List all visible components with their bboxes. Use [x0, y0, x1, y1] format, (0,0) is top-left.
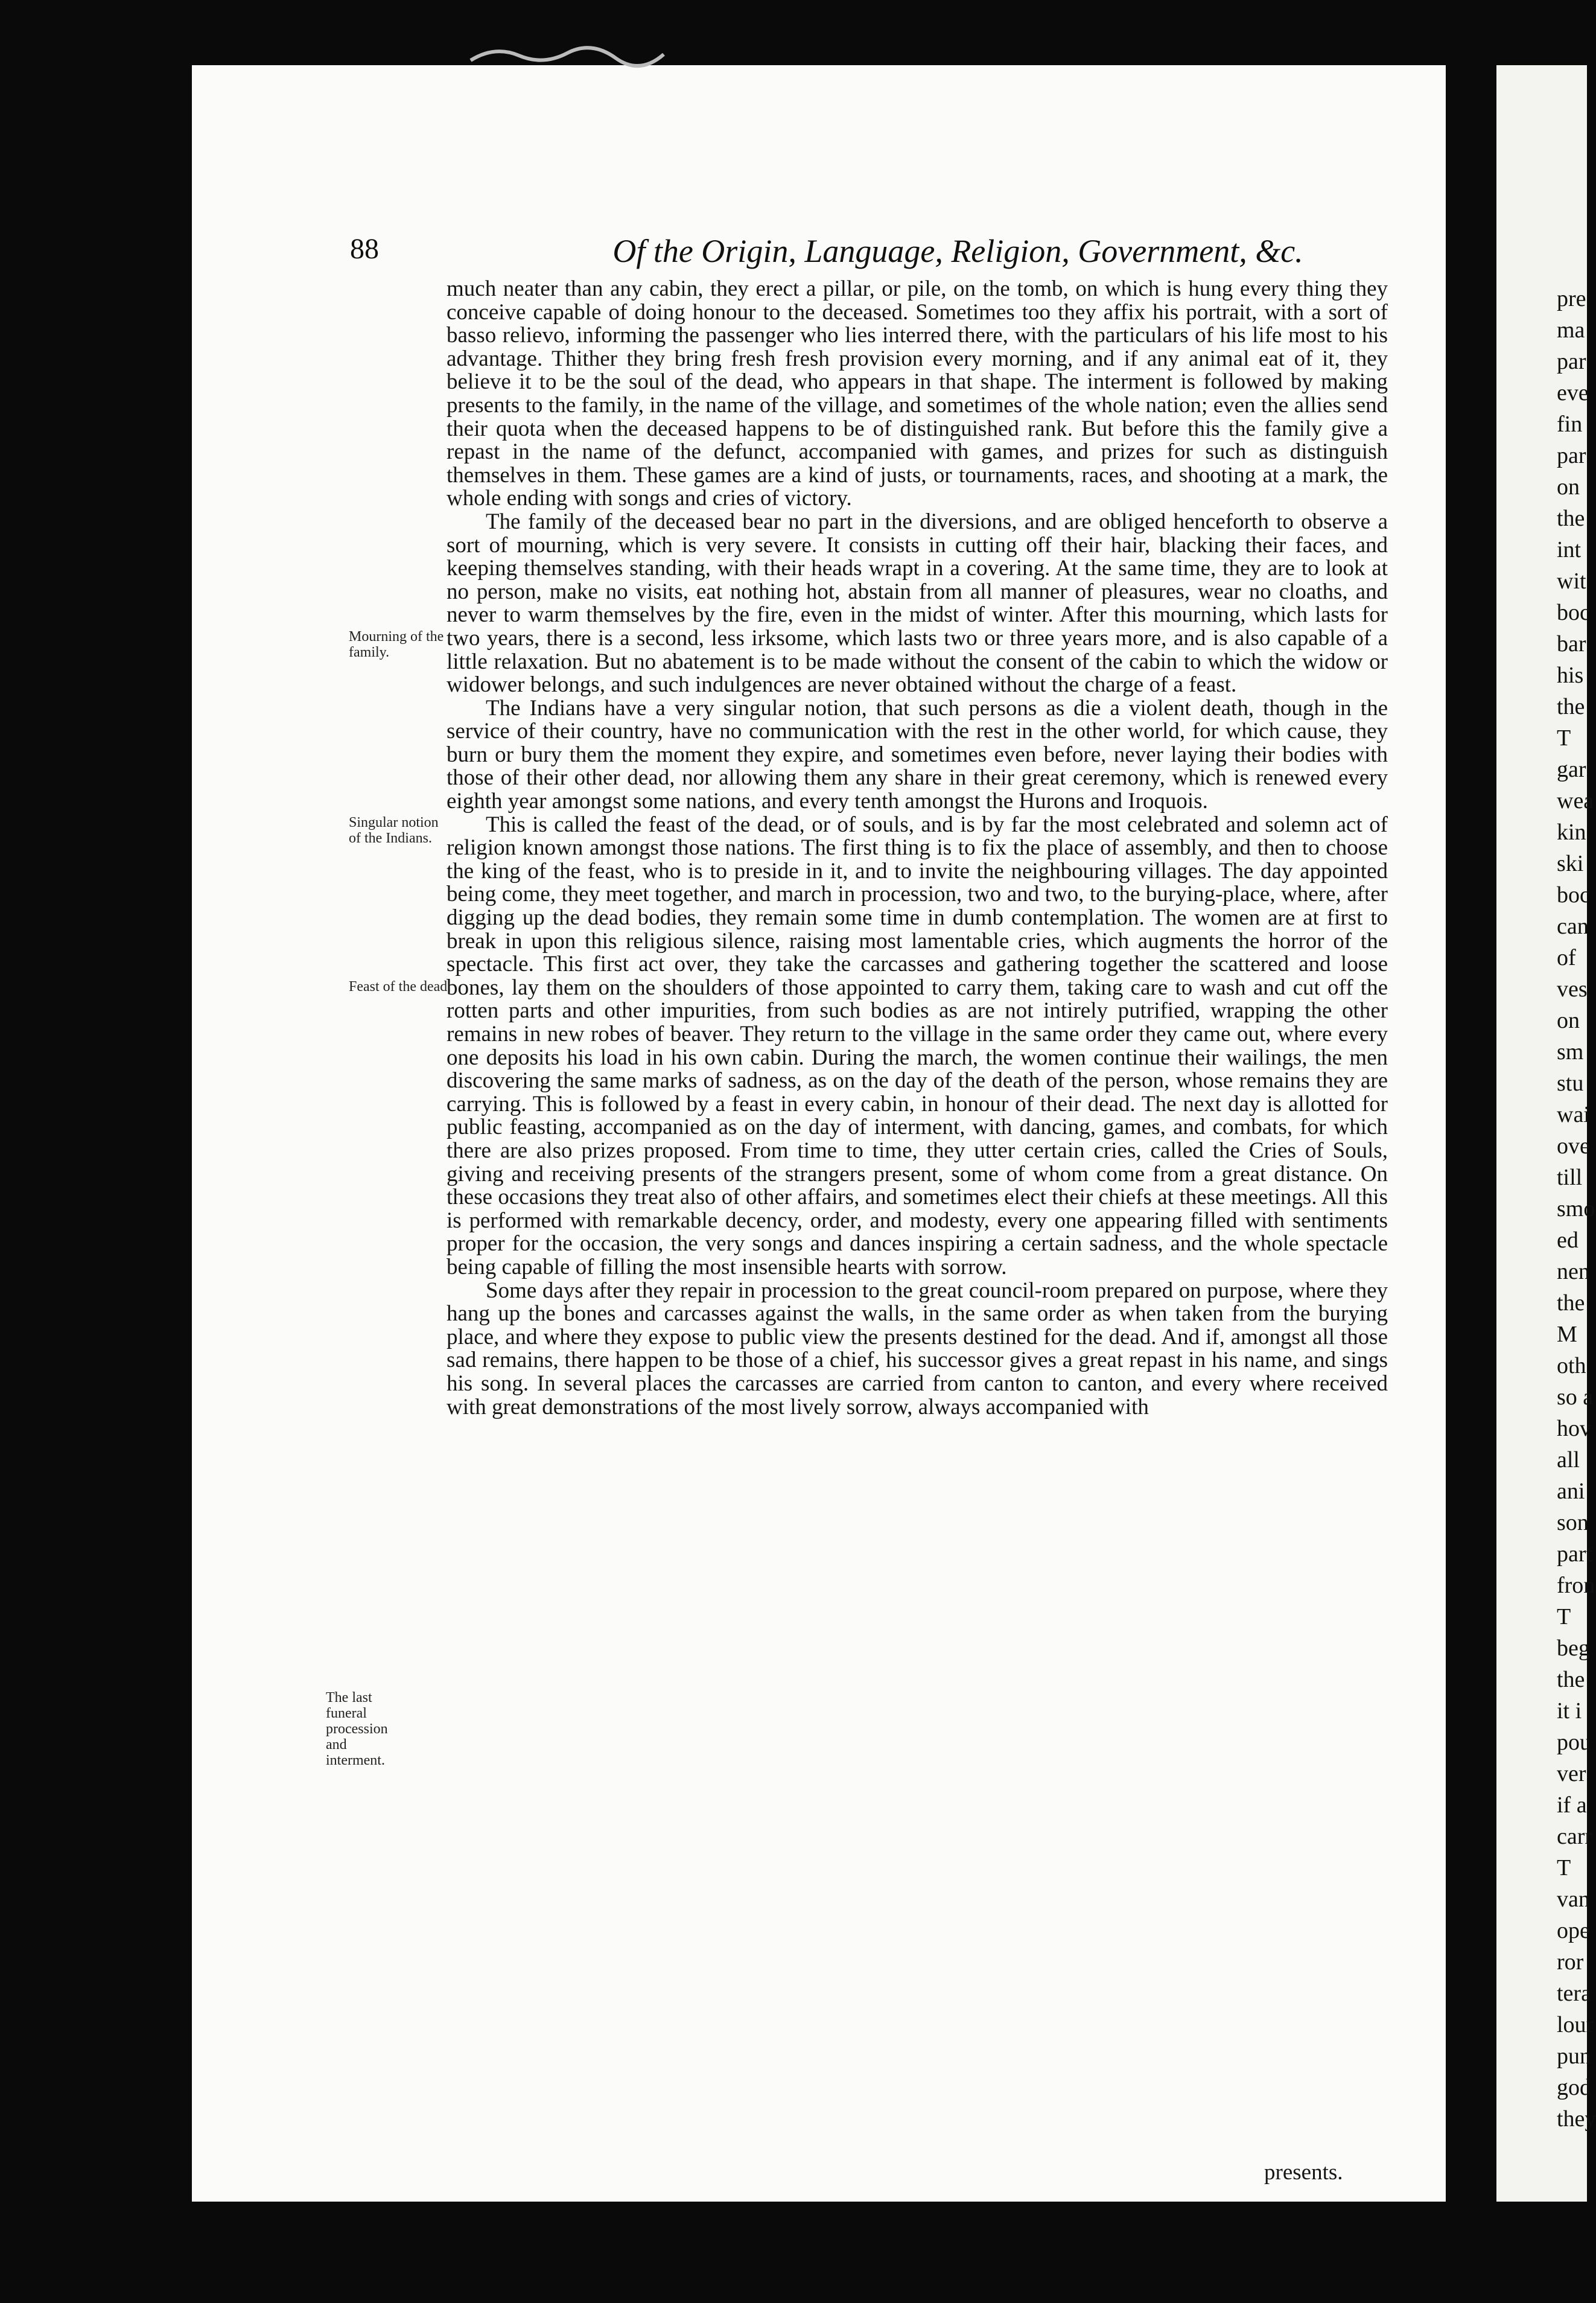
paragraph: This is called the feast of the dead, or of souls, and is by far the most celebrated and solemn act of religion known amongst those nations. The first thing is to fix the place of assembly, and then to choose the king of the feast, who is to preside in it, and to invite the neighbouring villages. The day appointed being come, they meet together, and march in procession, two and two, to the burying-place, where, after digging up the dead bodies, they remain some time in dumb contemplation. The women are at first to break in upon this religious silence, raising most lamentable cries, which augments the horror of the spectacle. This first act over, they take the carcasses and gathering together the scattered and loose bones, lay them on the shoulders of those appointed to carry them, taking care to wash and cut off the rotten parts and other impurities, from such bodies as are not intirely putrified, wrapping the other remains in new robes of beaver. They return to the village in the same order they came out, where every one deposits his load in his own cabin. During the march, the women continue their wailings, the men discovering the same marks of sadness, as on the day of the death of the person, whose remains they are carrying. This is followed by a feast in every cabin, in honour of their dead. The next day is allotted for public feasting, accompanied as on the day of interment, with dancing, games, and combats, for which there are also prizes proposed. From time to time, they utter certain cries, called the Cries of Souls, giving and receiving presents of the strangers present, some of whom come from a great distance. On these occasions they treat also of other affairs, and sometimes elect their chiefs at these meetings. All this is performed with remarkable decency, order, and modesty, every one appearing filled with sentiments proper for the occasion, the very songs and dances inspiring a certain sadness, and the whole spectacle being capable of filling the most insensible hearts with sorrow.	[447, 812, 1388, 1279]
facing-page-fragment: his	[1557, 663, 1584, 688]
paragraph: Some days after they repair in procession to the great council-room prepared on purpose, where they hang up the bones and carcasses against the walls, in the same order as when taken from the burying place, and where they expose to public view the presents destined for the dead. And if, amongst all those sad remains, there happen to be those of a chief, his successor gives a great repast in his name, and sings his song. In several places the carcasses are carried from canton to canton, and every where received with great demonstrations of the most lively sorrow, always accompanied with	[447, 1278, 1388, 1419]
facing-page-fragment: can	[1557, 914, 1589, 939]
facing-page-fragment: ror	[1557, 1949, 1584, 1975]
facing-page-fragment: M	[1557, 1322, 1577, 1347]
facing-page-fragment: int	[1557, 537, 1582, 562]
marginal-note-mourning: Mourning of the family.	[349, 629, 444, 660]
facing-page-fragment: boc	[1557, 882, 1590, 908]
catchword: presents.	[1264, 2160, 1343, 2185]
page-header	[350, 232, 1376, 275]
facing-page-fragment: pou	[1557, 1730, 1591, 1755]
facing-page-fragment: bar	[1557, 631, 1586, 657]
facing-page-fragment: they	[1557, 2106, 1596, 2132]
facing-page-fragment: it i	[1557, 1698, 1582, 1724]
facing-page-edge	[1496, 65, 1596, 2202]
facing-page-fragment: ope	[1557, 1918, 1590, 1943]
facing-page-fragment: nen	[1557, 1259, 1590, 1284]
facing-page-fragment: wit	[1557, 569, 1586, 594]
facing-page-fragment: till	[1557, 1165, 1583, 1190]
facing-page-fragment: eve	[1557, 380, 1589, 406]
facing-page-fragment: boc	[1557, 600, 1590, 625]
facing-page-fragment: pun	[1557, 2043, 1591, 2069]
running-title: Of the Origin, Language, Religion, Government, &c.	[612, 233, 1303, 269]
facing-page-fragment: kin	[1557, 820, 1586, 845]
facing-page-fragment: beg	[1557, 1636, 1590, 1661]
facing-page-fragment: lour	[1557, 2012, 1594, 2037]
paragraph: The family of the deceased bear no part in the diversions, and are obliged henceforth to observe a sort of mourning, which is very severe. It consists in cutting off their hair, blacking their faces, and keeping themselves standing, with their heads wrapt in a covering. At the same time, they are to look at no person, make no visits, eat nothing hot, abstain from all manner of pleasures, wear no cloaths, and never to warm themselves by the fire, even in the midst of winter. After this mourning, which lasts for two years, there is a second, less irksome, which lasts two or three years more, and is also capable of a little relaxation. But no abatement is to be made without the consent of the cabin to which the widow or widower belongs, and such indulgences are never obtained without the charge of a feast.	[447, 509, 1388, 698]
facing-page-fragment: son	[1557, 1510, 1589, 1535]
paragraph: The Indians have a very singular notion, that such persons as die a violent death, though in the service of their country, have no communication with the rest in the other world, for which cause, they burn or bury them the moment they expire, and sometimes even before, never laying their bodies with those of their other dead, nor allowing them any share in their great ceremony, which is renewed every eighth year amongst some nations, and every tenth amongst the Hurons and Iroquois.	[447, 695, 1388, 814]
page-number: 88	[350, 233, 379, 265]
facing-page-fragment: par	[1557, 349, 1586, 374]
facing-page-fragment: all	[1557, 1447, 1580, 1473]
facing-page-fragment: the	[1557, 1667, 1585, 1692]
facing-page-fragment: hov	[1557, 1416, 1591, 1441]
facing-page-fragment: ma	[1557, 317, 1585, 343]
facing-page-fragment: sm	[1557, 1039, 1584, 1065]
marginal-note-procession: The last funeral procession and interment.	[326, 1690, 388, 1768]
facing-page-fragment: tera	[1557, 1981, 1591, 2006]
main-text	[447, 278, 1388, 2167]
facing-page-fragment: par	[1557, 443, 1586, 468]
facing-page-fragment: ove	[1557, 1133, 1590, 1159]
facing-page-fragment: if a	[1557, 1792, 1587, 1818]
facing-page-fragment: carr	[1557, 1824, 1593, 1849]
facing-page-fragment: part	[1557, 1541, 1593, 1567]
facing-page-fragment: fron	[1557, 1573, 1595, 1598]
paragraph: much neater than any cabin, they erect a pillar, or pile, on the tomb, on which is hung every thing they conceive capable of doing honour to the deceased. Sometimes too they affix his portrait, with a sort of basso relievo, informing the passenger who lies interred there, with the particulars of his life most to his advantage. Thither they bring fresh fresh provision every morning, and if any animal eat of it, they believe it to be the soul of the dead, who appears in that shape. The interment is followed by making presents to the family, in the name of the village, and sometimes of the whole nation; even the allies send their quota when the deceased happens to be of distinguished rank. But before this the family give a repast in the name of the defunct, accompanied with games, and prizes for such as distinguish themselves in them. These games are a kind of justs, or tournaments, races, and shooting at a mark, the whole ending with songs and cries of victory.	[447, 276, 1388, 511]
facing-page-fragment: oth	[1557, 1353, 1586, 1378]
facing-page-fragment: pre	[1557, 286, 1586, 311]
marginal-note-feast: Feast of the dead.	[349, 979, 451, 995]
facing-page-fragment: so a	[1557, 1384, 1594, 1410]
facing-page-fragment: T	[1557, 725, 1571, 751]
facing-page-fragment: the	[1557, 694, 1585, 719]
facing-page-fragment: stu	[1557, 1071, 1584, 1096]
torn-page-edge	[471, 42, 664, 66]
facing-page-fragment: ves	[1557, 976, 1588, 1002]
facing-page-fragment: god	[1557, 2075, 1591, 2100]
facing-page-fragment: on	[1557, 474, 1580, 500]
facing-page-fragment: T	[1557, 1855, 1571, 1881]
facing-page-fragment: ski	[1557, 851, 1584, 876]
facing-page-fragment: gar	[1557, 757, 1586, 782]
facing-page-fragment: on	[1557, 1008, 1580, 1033]
marginal-note-singular-notion: Singular notion of the Indians.	[349, 815, 439, 846]
facing-page-fragment: the	[1557, 1290, 1585, 1316]
facing-page-fragment: of	[1557, 945, 1576, 970]
facing-page-fragment: the	[1557, 506, 1585, 531]
facing-page-fragment: wai	[1557, 1102, 1590, 1127]
facing-page-fragment: van	[1557, 1887, 1590, 1912]
facing-page-fragment: ed	[1557, 1228, 1579, 1253]
facing-page-fragment: fin	[1557, 412, 1583, 437]
facing-page-fragment: wea	[1557, 788, 1594, 814]
facing-page-fragment: smo	[1557, 1196, 1595, 1222]
facing-page-fragment: T	[1557, 1604, 1571, 1629]
facing-page-fragment: ver	[1557, 1761, 1586, 1786]
facing-page-fragment: ani	[1557, 1479, 1585, 1504]
